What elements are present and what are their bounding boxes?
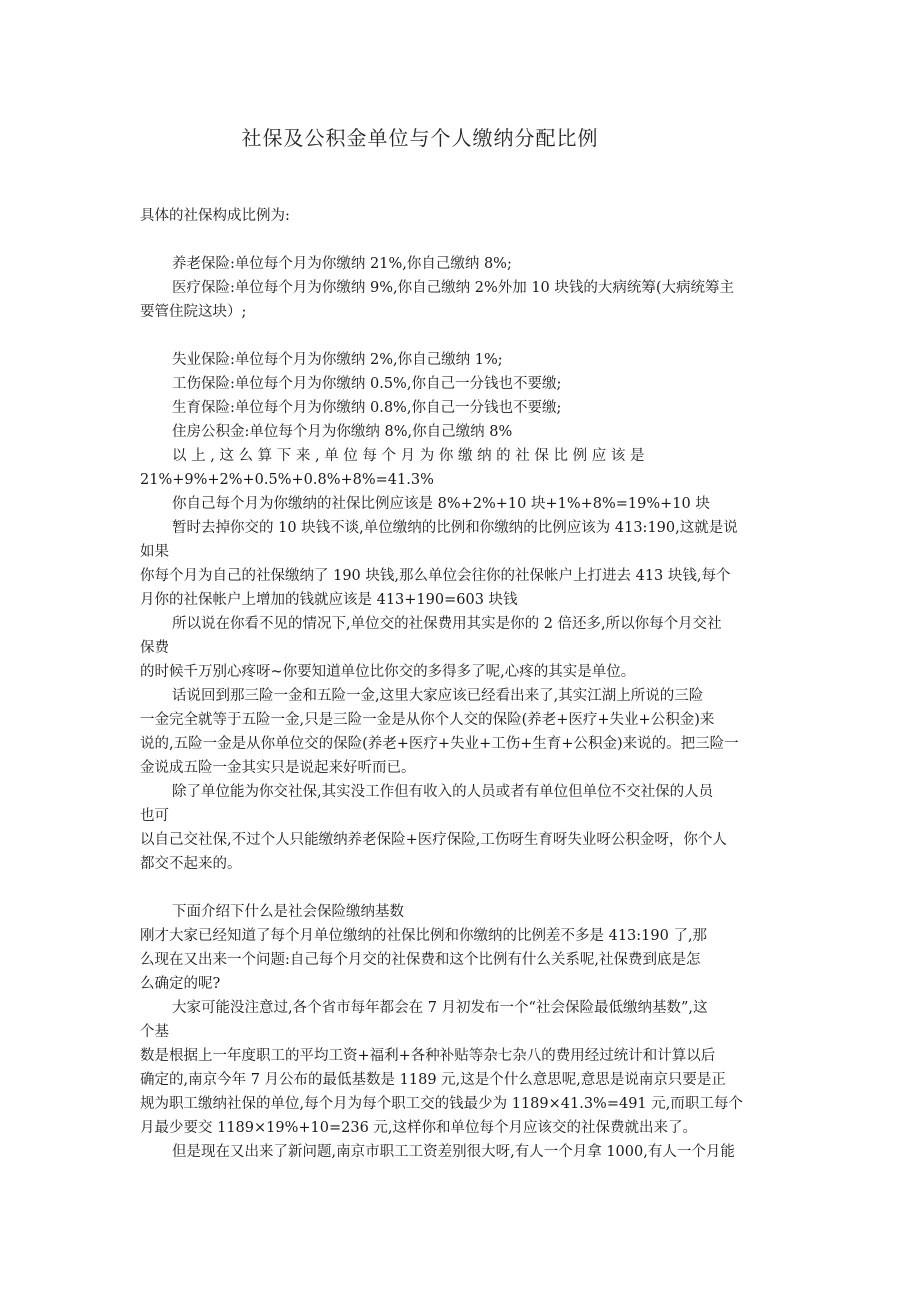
body-line: 住房公积金:单位每个月为你缴纳 8%,你自己缴纳 8% (172, 424, 513, 440)
body-line: 刚才大家已经知道了每个月单位缴纳的社保比例和你缴纳的比例差不多是 413:190 了,那 (140, 928, 708, 944)
spacer (140, 228, 788, 252)
body-line: 么确定的呢? (140, 976, 221, 992)
spacer (140, 324, 788, 348)
spacer (140, 876, 788, 900)
body-line: 生育保险:单位每个月为你缴纳 0.8%,你自己一分钱也不要缴; (172, 400, 562, 416)
body-line: 金说成五险一金其实只是说起来好听而已。 (140, 760, 416, 776)
document-title: 社保及公积金单位与个人缴纳分配比例 (241, 126, 599, 150)
body-line: 确定的,南京今年 7 月公布的最低基数是 1189 元,这是个什么意思呢,意思是说南京只要是正 (140, 1072, 726, 1088)
body-line: 以 上 , 这 么 算 下 来 , 单 位 每 个 月 为 你 缴 纳 的 社 保 比 例 应 该 是 (172, 448, 645, 464)
body-line: 一金完全就等于五险一金,只是三险一金是从你个人交的保险(养老+医疗+失业+公积金)来 (140, 712, 715, 728)
body-line: 说的,五险一金是从你单位交的保险(养老+医疗+失业+工伤+生育+公积金)来说的。把三险一 (140, 736, 739, 752)
body-line: 你自己每个月为你缴纳的社保比例应该是 8%+2%+10 块+1%+8%=19%+10 块 (172, 496, 710, 512)
body-line: 养老保险:单位每个月为你缴纳 21%,你自己缴纳 8%; (172, 256, 512, 272)
body-line: 的时候千万别心疼呀~你要知道单位比你交的多得多了呢,心疼的其实是单位。 (140, 664, 636, 680)
body-line: 医疗保险:单位每个月为你缴纳 9%,你自己缴纳 2%外加 10 块钱的大病统筹(大病统筹主 (172, 280, 735, 296)
body-line: 失业保险:单位每个月为你缴纳 2%,你自己缴纳 1%; (172, 352, 503, 368)
body-line: 保费 (140, 640, 169, 656)
body-line: 21%+9%+2%+0.5%+0.8%+8%=41.3% (140, 472, 434, 488)
body-line: 都交不起来的。 (140, 856, 242, 872)
body-line: 以自己交社保,不过个人只能缴纳养老保险+医疗保险,工伤呀生育呀失业呀公积金呀，你个人 (140, 832, 727, 848)
body-line: 月最少要交 1189×19%+10=236 元,这样你和单位每个月应该交的社保费就出来了。 (140, 1120, 698, 1136)
body-line: 规为职工缴纳社保的单位,每个月为每个职工交的钱最少为 1189×41.3%=491 元,而职工每个 (140, 1096, 743, 1112)
body-line: 所以说在你看不见的情况下,单位交的社保费用其实是你的 2 倍还多,所以你每个月交社 (172, 616, 722, 632)
body-line: 数是根据上一年度职工的平均工资+福利+各种补贴等杂七杂八的费用经过统计和计算以后 (140, 1048, 716, 1064)
section-heading: 下面介绍下什么是社会保险缴纳基数 (172, 904, 404, 920)
body-line: 工伤保险:单位每个月为你缴纳 0.5%,你自己一分钱也不要缴; (172, 376, 562, 392)
body-line: 么现在又出来一个问题:自己每个月交的社保费和这个比例有什么关系呢,社保费到底是怎 (140, 952, 701, 968)
body-line: 也可 (140, 808, 169, 824)
body-line: 除了单位能为你交社保,其实没工作但有收入的人员或者有单位但单位不交社保的人员 (172, 784, 714, 800)
body-line: 要管住院这块）; (140, 304, 247, 320)
body-line: 暂时去掉你交的 10 块钱不谈,单位缴纳的比例和你缴纳的比例应该为 413:190,这就是说 (172, 520, 738, 536)
body-line: 个基 (140, 1024, 169, 1040)
body-line: 大家可能没注意过,各个省市每年都会在 7 月初发布一个“社会保险最低缴纳基数”,这 (172, 1000, 708, 1016)
body-line: 如果 (140, 544, 169, 560)
body-line: 但是现在又出来了新问题,南京市职工工资差别很大呀,有人一个月拿 1000,有人一个月能 (172, 1144, 735, 1160)
body-line: 话说回到那三险一金和五险一金,这里大家应该已经看出来了,其实江湖上所说的三险 (172, 688, 704, 704)
body-line: 具体的社保构成比例为: (140, 208, 290, 224)
body-line: 你每个月为自己的社保缴纳了 190 块钱,那么单位会往你的社保帐户上打进去 413 块钱,每个 (140, 568, 731, 584)
document-body (140, 204, 788, 1164)
body-line: 月你的社保帐户上增加的钱就应该是 413+190=603 块钱 (140, 592, 518, 608)
